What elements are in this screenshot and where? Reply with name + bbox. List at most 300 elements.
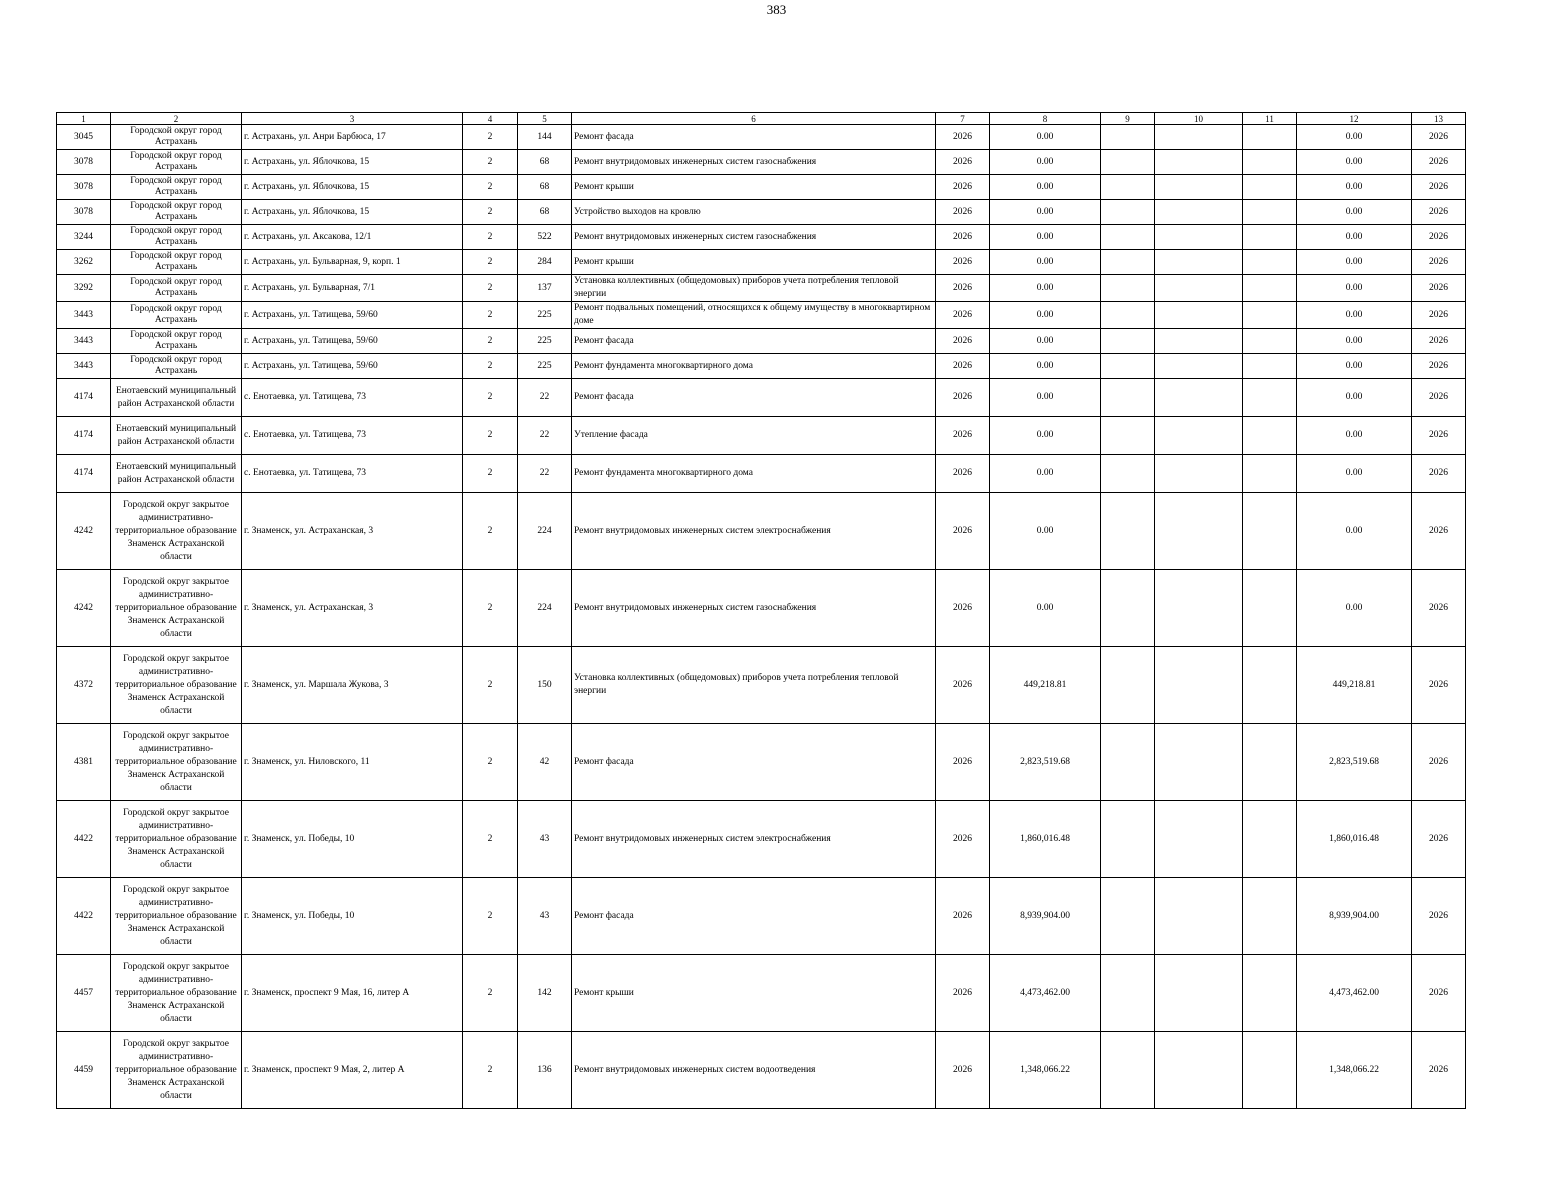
cell-completion-year: 2026 bbox=[1412, 125, 1466, 150]
table-row bbox=[57, 724, 1466, 801]
table-row bbox=[57, 647, 1466, 724]
cell-total-cost: 0.00 bbox=[990, 379, 1101, 417]
cell-fund-cost: 0.00 bbox=[1297, 200, 1412, 225]
cell-fund-cost: 449,218.81 bbox=[1297, 647, 1412, 724]
cell-address: г. Астрахань, ул. Яблочкова, 15 bbox=[242, 200, 463, 225]
cell-plan-year: 2026 bbox=[936, 354, 990, 379]
table-row bbox=[57, 250, 1466, 275]
cell-plan-year: 2026 bbox=[936, 200, 990, 225]
cell-work-type: Ремонт фундамента многоквартирного дома bbox=[572, 354, 936, 379]
cell-plan-year: 2026 bbox=[936, 801, 990, 878]
table-header bbox=[57, 113, 1466, 125]
cell-work-type: Ремонт фасада bbox=[572, 125, 936, 150]
cell-fund-cost: 0.00 bbox=[1297, 250, 1412, 275]
cell-address: г. Знаменск, проспект 9 Мая, 2, литер А bbox=[242, 1032, 463, 1109]
cell-apartments-count: 522 bbox=[518, 225, 572, 250]
table-row bbox=[57, 302, 1466, 329]
cell-address: г. Знаменск, ул. Маршала Жукова, 3 bbox=[242, 647, 463, 724]
cell-total-cost: 0.00 bbox=[990, 455, 1101, 493]
cell-municipality: Енотаевский муниципальный район Астраханской области bbox=[111, 417, 242, 455]
cell-municipality: Городской округ закрытое административно-территориальное образование Знаменск Астраханской области bbox=[111, 570, 242, 647]
cell-address: г. Знаменск, ул. Астраханская, 3 bbox=[242, 570, 463, 647]
cell-object-id: 3244 bbox=[57, 225, 111, 250]
cell-col-9 bbox=[1101, 570, 1155, 647]
table-row bbox=[57, 329, 1466, 354]
cell-apartments-count: 224 bbox=[518, 570, 572, 647]
cell-floors-count: 2 bbox=[463, 125, 518, 150]
cell-total-cost: 0.00 bbox=[990, 225, 1101, 250]
cell-col-11 bbox=[1243, 955, 1297, 1032]
cell-col-9 bbox=[1101, 801, 1155, 878]
cell-fund-cost: 0.00 bbox=[1297, 275, 1412, 302]
cell-municipality: Городской округ закрытое административно-территориальное образование Знаменск Астраханской области bbox=[111, 955, 242, 1032]
cell-fund-cost: 0.00 bbox=[1297, 125, 1412, 150]
cell-floors-count: 2 bbox=[463, 302, 518, 329]
cell-address: г. Астрахань, ул. Татищева, 59/60 bbox=[242, 302, 463, 329]
cell-completion-year: 2026 bbox=[1412, 379, 1466, 417]
cell-address: с. Енотаевка, ул. Татищева, 73 bbox=[242, 455, 463, 493]
cell-plan-year: 2026 bbox=[936, 417, 990, 455]
header-col-8: 8 bbox=[990, 113, 1101, 125]
cell-object-id: 3045 bbox=[57, 125, 111, 150]
cell-completion-year: 2026 bbox=[1412, 302, 1466, 329]
cell-total-cost: 1,348,066.22 bbox=[990, 1032, 1101, 1109]
cell-work-type: Ремонт крыши bbox=[572, 955, 936, 1032]
cell-total-cost: 4,473,462.00 bbox=[990, 955, 1101, 1032]
cell-fund-cost: 1,348,066.22 bbox=[1297, 1032, 1412, 1109]
cell-col-9 bbox=[1101, 302, 1155, 329]
capital-repair-table bbox=[56, 112, 1466, 1109]
cell-fund-cost: 0.00 bbox=[1297, 417, 1412, 455]
table-row bbox=[57, 493, 1466, 570]
cell-plan-year: 2026 bbox=[936, 125, 990, 150]
cell-plan-year: 2026 bbox=[936, 150, 990, 175]
cell-work-type: Ремонт внутридомовых инженерных систем электроснабжения bbox=[572, 801, 936, 878]
cell-col-10 bbox=[1155, 647, 1243, 724]
cell-work-type: Ремонт фундамента многоквартирного дома bbox=[572, 455, 936, 493]
cell-municipality: Городской округ закрытое административно-территориальное образование Знаменск Астраханской области bbox=[111, 724, 242, 801]
cell-plan-year: 2026 bbox=[936, 225, 990, 250]
cell-completion-year: 2026 bbox=[1412, 493, 1466, 570]
cell-apartments-count: 150 bbox=[518, 647, 572, 724]
cell-total-cost: 0.00 bbox=[990, 275, 1101, 302]
cell-col-11 bbox=[1243, 175, 1297, 200]
cell-col-11 bbox=[1243, 302, 1297, 329]
cell-completion-year: 2026 bbox=[1412, 878, 1466, 955]
table-row bbox=[57, 125, 1466, 150]
cell-completion-year: 2026 bbox=[1412, 150, 1466, 175]
table-row bbox=[57, 150, 1466, 175]
cell-municipality: Городской округ город Астрахань bbox=[111, 200, 242, 225]
cell-apartments-count: 225 bbox=[518, 354, 572, 379]
cell-completion-year: 2026 bbox=[1412, 455, 1466, 493]
cell-col-11 bbox=[1243, 801, 1297, 878]
cell-total-cost: 1,860,016.48 bbox=[990, 801, 1101, 878]
cell-address: г. Знаменск, ул. Победы, 10 bbox=[242, 801, 463, 878]
cell-col-10 bbox=[1155, 724, 1243, 801]
cell-col-11 bbox=[1243, 250, 1297, 275]
cell-total-cost: 8,939,904.00 bbox=[990, 878, 1101, 955]
cell-col-10 bbox=[1155, 250, 1243, 275]
cell-plan-year: 2026 bbox=[936, 878, 990, 955]
cell-address: г. Астрахань, ул. Бульварная, 9, корп. 1 bbox=[242, 250, 463, 275]
table-row bbox=[57, 455, 1466, 493]
cell-col-9 bbox=[1101, 955, 1155, 1032]
table-row bbox=[57, 1032, 1466, 1109]
cell-plan-year: 2026 bbox=[936, 647, 990, 724]
cell-apartments-count: 43 bbox=[518, 801, 572, 878]
cell-col-9 bbox=[1101, 493, 1155, 570]
cell-fund-cost: 4,473,462.00 bbox=[1297, 955, 1412, 1032]
cell-col-11 bbox=[1243, 455, 1297, 493]
cell-completion-year: 2026 bbox=[1412, 275, 1466, 302]
cell-municipality: Городской округ закрытое административно-территориальное образование Знаменск Астраханской области bbox=[111, 1032, 242, 1109]
cell-fund-cost: 8,939,904.00 bbox=[1297, 878, 1412, 955]
cell-work-type: Ремонт внутридомовых инженерных систем газоснабжения bbox=[572, 150, 936, 175]
cell-apartments-count: 22 bbox=[518, 379, 572, 417]
cell-col-9 bbox=[1101, 200, 1155, 225]
cell-address: г. Знаменск, проспект 9 Мая, 16, литер А bbox=[242, 955, 463, 1032]
cell-municipality: Городской округ закрытое административно-территориальное образование Знаменск Астраханской области bbox=[111, 801, 242, 878]
cell-object-id: 3078 bbox=[57, 175, 111, 200]
cell-object-id: 4381 bbox=[57, 724, 111, 801]
cell-apartments-count: 22 bbox=[518, 417, 572, 455]
cell-completion-year: 2026 bbox=[1412, 329, 1466, 354]
cell-floors-count: 2 bbox=[463, 724, 518, 801]
cell-col-9 bbox=[1101, 647, 1155, 724]
cell-completion-year: 2026 bbox=[1412, 250, 1466, 275]
cell-object-id: 4457 bbox=[57, 955, 111, 1032]
cell-col-11 bbox=[1243, 878, 1297, 955]
cell-municipality: Городской округ город Астрахань bbox=[111, 225, 242, 250]
cell-address: г. Знаменск, ул. Победы, 10 bbox=[242, 878, 463, 955]
cell-municipality: Городской округ город Астрахань bbox=[111, 329, 242, 354]
cell-col-10 bbox=[1155, 275, 1243, 302]
cell-col-10 bbox=[1155, 175, 1243, 200]
cell-floors-count: 2 bbox=[463, 250, 518, 275]
cell-col-11 bbox=[1243, 150, 1297, 175]
cell-total-cost: 0.00 bbox=[990, 417, 1101, 455]
cell-apartments-count: 137 bbox=[518, 275, 572, 302]
cell-plan-year: 2026 bbox=[936, 455, 990, 493]
cell-col-10 bbox=[1155, 150, 1243, 175]
cell-address: г. Астрахань, ул. Татищева, 59/60 bbox=[242, 354, 463, 379]
cell-municipality: Енотаевский муниципальный район Астраханской области bbox=[111, 379, 242, 417]
cell-municipality: Городской округ закрытое административно-территориальное образование Знаменск Астраханской области bbox=[111, 878, 242, 955]
cell-col-9 bbox=[1101, 125, 1155, 150]
header-col-5: 5 bbox=[518, 113, 572, 125]
cell-total-cost: 0.00 bbox=[990, 329, 1101, 354]
cell-floors-count: 2 bbox=[463, 175, 518, 200]
cell-municipality: Городской округ закрытое административно-территориальное образование Знаменск Астраханской области bbox=[111, 647, 242, 724]
cell-floors-count: 2 bbox=[463, 878, 518, 955]
header-row bbox=[57, 113, 1466, 125]
cell-floors-count: 2 bbox=[463, 200, 518, 225]
cell-work-type: Ремонт фасада bbox=[572, 379, 936, 417]
cell-object-id: 4422 bbox=[57, 801, 111, 878]
cell-address: с. Енотаевка, ул. Татищева, 73 bbox=[242, 417, 463, 455]
table-row bbox=[57, 417, 1466, 455]
header-col-2: 2 bbox=[111, 113, 242, 125]
cell-object-id: 4372 bbox=[57, 647, 111, 724]
cell-col-11 bbox=[1243, 417, 1297, 455]
cell-address: г. Знаменск, ул. Ниловского, 11 bbox=[242, 724, 463, 801]
cell-total-cost: 0.00 bbox=[990, 570, 1101, 647]
cell-col-11 bbox=[1243, 493, 1297, 570]
cell-object-id: 4459 bbox=[57, 1032, 111, 1109]
cell-col-10 bbox=[1155, 1032, 1243, 1109]
cell-work-type: Ремонт крыши bbox=[572, 250, 936, 275]
cell-col-9 bbox=[1101, 379, 1155, 417]
cell-col-10 bbox=[1155, 801, 1243, 878]
table-row bbox=[57, 275, 1466, 302]
cell-object-id: 3292 bbox=[57, 275, 111, 302]
cell-fund-cost: 0.00 bbox=[1297, 329, 1412, 354]
cell-work-type: Устройство выходов на кровлю bbox=[572, 200, 936, 225]
page-number: 383 bbox=[766, 2, 787, 17]
cell-col-10 bbox=[1155, 878, 1243, 955]
cell-col-11 bbox=[1243, 125, 1297, 150]
cell-floors-count: 2 bbox=[463, 570, 518, 647]
cell-col-9 bbox=[1101, 455, 1155, 493]
cell-plan-year: 2026 bbox=[936, 955, 990, 1032]
cell-floors-count: 2 bbox=[463, 275, 518, 302]
cell-floors-count: 2 bbox=[463, 417, 518, 455]
cell-work-type: Ремонт фасада bbox=[572, 878, 936, 955]
cell-plan-year: 2026 bbox=[936, 250, 990, 275]
cell-col-10 bbox=[1155, 379, 1243, 417]
cell-plan-year: 2026 bbox=[936, 302, 990, 329]
cell-completion-year: 2026 bbox=[1412, 1032, 1466, 1109]
cell-work-type: Ремонт подвальных помещений, относящихся к общему имуществу в многоквартирном доме bbox=[572, 302, 936, 329]
cell-col-11 bbox=[1243, 570, 1297, 647]
cell-object-id: 3443 bbox=[57, 302, 111, 329]
cell-work-type: Утепление фасада bbox=[572, 417, 936, 455]
cell-apartments-count: 224 bbox=[518, 493, 572, 570]
cell-object-id: 3262 bbox=[57, 250, 111, 275]
cell-col-11 bbox=[1243, 329, 1297, 354]
cell-total-cost: 0.00 bbox=[990, 200, 1101, 225]
cell-municipality: Городской округ город Астрахань bbox=[111, 150, 242, 175]
table-body bbox=[57, 125, 1466, 1109]
cell-col-9 bbox=[1101, 724, 1155, 801]
cell-object-id: 3443 bbox=[57, 329, 111, 354]
cell-col-11 bbox=[1243, 354, 1297, 379]
cell-col-9 bbox=[1101, 225, 1155, 250]
cell-fund-cost: 2,823,519.68 bbox=[1297, 724, 1412, 801]
cell-municipality: Енотаевский муниципальный район Астраханской области bbox=[111, 455, 242, 493]
cell-address: г. Астрахань, ул. Татищева, 59/60 bbox=[242, 329, 463, 354]
cell-col-11 bbox=[1243, 225, 1297, 250]
cell-col-10 bbox=[1155, 570, 1243, 647]
cell-address: г. Астрахань, ул. Яблочкова, 15 bbox=[242, 175, 463, 200]
cell-work-type: Ремонт внутридомовых инженерных систем электроснабжения bbox=[572, 493, 936, 570]
cell-work-type: Ремонт внутридомовых инженерных систем водоотведения bbox=[572, 1032, 936, 1109]
cell-municipality: Городской округ город Астрахань bbox=[111, 354, 242, 379]
cell-col-11 bbox=[1243, 1032, 1297, 1109]
table-row bbox=[57, 354, 1466, 379]
cell-completion-year: 2026 bbox=[1412, 417, 1466, 455]
cell-work-type: Ремонт внутридомовых инженерных систем газоснабжения bbox=[572, 570, 936, 647]
cell-col-11 bbox=[1243, 647, 1297, 724]
cell-floors-count: 2 bbox=[463, 455, 518, 493]
cell-municipality: Городской округ город Астрахань bbox=[111, 175, 242, 200]
cell-col-10 bbox=[1155, 302, 1243, 329]
cell-col-9 bbox=[1101, 250, 1155, 275]
cell-address: г. Астрахань, ул. Анри Барбюса, 17 bbox=[242, 125, 463, 150]
header-col-6: 6 bbox=[572, 113, 936, 125]
cell-work-type: Установка коллективных (общедомовых) приборов учета потребления тепловой энергии bbox=[572, 647, 936, 724]
cell-plan-year: 2026 bbox=[936, 275, 990, 302]
cell-col-10 bbox=[1155, 200, 1243, 225]
cell-object-id: 4242 bbox=[57, 493, 111, 570]
cell-apartments-count: 22 bbox=[518, 455, 572, 493]
cell-address: г. Астрахань, ул. Бульварная, 7/1 bbox=[242, 275, 463, 302]
cell-municipality: Городской округ город Астрахань bbox=[111, 125, 242, 150]
cell-plan-year: 2026 bbox=[936, 175, 990, 200]
header-col-1: 1 bbox=[57, 113, 111, 125]
table-row bbox=[57, 175, 1466, 200]
cell-total-cost: 0.00 bbox=[990, 354, 1101, 379]
table-row bbox=[57, 570, 1466, 647]
cell-col-9 bbox=[1101, 329, 1155, 354]
cell-col-10 bbox=[1155, 455, 1243, 493]
cell-col-10 bbox=[1155, 225, 1243, 250]
cell-fund-cost: 0.00 bbox=[1297, 225, 1412, 250]
cell-col-10 bbox=[1155, 955, 1243, 1032]
cell-total-cost: 449,218.81 bbox=[990, 647, 1101, 724]
cell-completion-year: 2026 bbox=[1412, 647, 1466, 724]
cell-apartments-count: 284 bbox=[518, 250, 572, 275]
table-row bbox=[57, 225, 1466, 250]
cell-apartments-count: 142 bbox=[518, 955, 572, 1032]
cell-work-type: Ремонт фасада bbox=[572, 724, 936, 801]
cell-municipality: Городской округ город Астрахань bbox=[111, 250, 242, 275]
cell-address: с. Енотаевка, ул. Татищева, 73 bbox=[242, 379, 463, 417]
cell-address: г. Знаменск, ул. Астраханская, 3 bbox=[242, 493, 463, 570]
cell-apartments-count: 136 bbox=[518, 1032, 572, 1109]
cell-fund-cost: 0.00 bbox=[1297, 379, 1412, 417]
cell-col-10 bbox=[1155, 354, 1243, 379]
cell-completion-year: 2026 bbox=[1412, 175, 1466, 200]
cell-floors-count: 2 bbox=[463, 1032, 518, 1109]
cell-plan-year: 2026 bbox=[936, 1032, 990, 1109]
cell-floors-count: 2 bbox=[463, 150, 518, 175]
cell-floors-count: 2 bbox=[463, 493, 518, 570]
cell-total-cost: 0.00 bbox=[990, 250, 1101, 275]
cell-total-cost: 0.00 bbox=[990, 175, 1101, 200]
table-row bbox=[57, 379, 1466, 417]
cell-col-9 bbox=[1101, 175, 1155, 200]
cell-floors-count: 2 bbox=[463, 225, 518, 250]
cell-apartments-count: 68 bbox=[518, 200, 572, 225]
cell-apartments-count: 225 bbox=[518, 329, 572, 354]
cell-completion-year: 2026 bbox=[1412, 724, 1466, 801]
cell-total-cost: 0.00 bbox=[990, 302, 1101, 329]
cell-total-cost: 0.00 bbox=[990, 125, 1101, 150]
cell-floors-count: 2 bbox=[463, 955, 518, 1032]
cell-completion-year: 2026 bbox=[1412, 801, 1466, 878]
cell-col-9 bbox=[1101, 275, 1155, 302]
cell-total-cost: 0.00 bbox=[990, 493, 1101, 570]
cell-address: г. Астрахань, ул. Аксакова, 12/1 bbox=[242, 225, 463, 250]
cell-floors-count: 2 bbox=[463, 329, 518, 354]
cell-fund-cost: 0.00 bbox=[1297, 354, 1412, 379]
cell-plan-year: 2026 bbox=[936, 493, 990, 570]
cell-object-id: 4174 bbox=[57, 455, 111, 493]
cell-floors-count: 2 bbox=[463, 801, 518, 878]
cell-municipality: Городской округ закрытое административно-территориальное образование Знаменск Астраханской области bbox=[111, 493, 242, 570]
cell-object-id: 3078 bbox=[57, 200, 111, 225]
table-row bbox=[57, 955, 1466, 1032]
cell-fund-cost: 0.00 bbox=[1297, 302, 1412, 329]
cell-apartments-count: 68 bbox=[518, 175, 572, 200]
cell-municipality: Городской округ город Астрахань bbox=[111, 302, 242, 329]
cell-col-9 bbox=[1101, 150, 1155, 175]
cell-work-type: Установка коллективных (общедомовых) приборов учета потребления тепловой энергии bbox=[572, 275, 936, 302]
cell-fund-cost: 0.00 bbox=[1297, 150, 1412, 175]
header-col-3: 3 bbox=[242, 113, 463, 125]
header-col-4: 4 bbox=[463, 113, 518, 125]
cell-fund-cost: 0.00 bbox=[1297, 175, 1412, 200]
cell-col-10 bbox=[1155, 493, 1243, 570]
cell-col-11 bbox=[1243, 724, 1297, 801]
cell-col-10 bbox=[1155, 417, 1243, 455]
cell-completion-year: 2026 bbox=[1412, 570, 1466, 647]
cell-completion-year: 2026 bbox=[1412, 354, 1466, 379]
cell-fund-cost: 0.00 bbox=[1297, 455, 1412, 493]
cell-apartments-count: 68 bbox=[518, 150, 572, 175]
cell-col-10 bbox=[1155, 125, 1243, 150]
table-row bbox=[57, 200, 1466, 225]
cell-col-10 bbox=[1155, 329, 1243, 354]
cell-col-9 bbox=[1101, 417, 1155, 455]
cell-object-id: 4242 bbox=[57, 570, 111, 647]
header-col-12: 12 bbox=[1297, 113, 1412, 125]
cell-completion-year: 2026 bbox=[1412, 225, 1466, 250]
cell-completion-year: 2026 bbox=[1412, 200, 1466, 225]
cell-plan-year: 2026 bbox=[936, 724, 990, 801]
header-col-13: 13 bbox=[1412, 113, 1466, 125]
cell-col-9 bbox=[1101, 1032, 1155, 1109]
cell-work-type: Ремонт внутридомовых инженерных систем газоснабжения bbox=[572, 225, 936, 250]
cell-object-id: 4174 bbox=[57, 379, 111, 417]
cell-col-11 bbox=[1243, 200, 1297, 225]
cell-plan-year: 2026 bbox=[936, 379, 990, 417]
cell-fund-cost: 0.00 bbox=[1297, 493, 1412, 570]
cell-address: г. Астрахань, ул. Яблочкова, 15 bbox=[242, 150, 463, 175]
cell-object-id: 3443 bbox=[57, 354, 111, 379]
table-row bbox=[57, 801, 1466, 878]
cell-work-type: Ремонт крыши bbox=[572, 175, 936, 200]
cell-fund-cost: 0.00 bbox=[1297, 570, 1412, 647]
cell-col-11 bbox=[1243, 379, 1297, 417]
cell-col-9 bbox=[1101, 878, 1155, 955]
table-row bbox=[57, 878, 1466, 955]
cell-plan-year: 2026 bbox=[936, 570, 990, 647]
header-col-10: 10 bbox=[1155, 113, 1243, 125]
cell-apartments-count: 43 bbox=[518, 878, 572, 955]
cell-col-9 bbox=[1101, 354, 1155, 379]
cell-work-type: Ремонт фасада bbox=[572, 329, 936, 354]
cell-floors-count: 2 bbox=[463, 647, 518, 724]
cell-completion-year: 2026 bbox=[1412, 955, 1466, 1032]
cell-plan-year: 2026 bbox=[936, 329, 990, 354]
header-col-11: 11 bbox=[1243, 113, 1297, 125]
cell-object-id: 4422 bbox=[57, 878, 111, 955]
cell-municipality: Городской округ город Астрахань bbox=[111, 275, 242, 302]
header-col-7: 7 bbox=[936, 113, 990, 125]
